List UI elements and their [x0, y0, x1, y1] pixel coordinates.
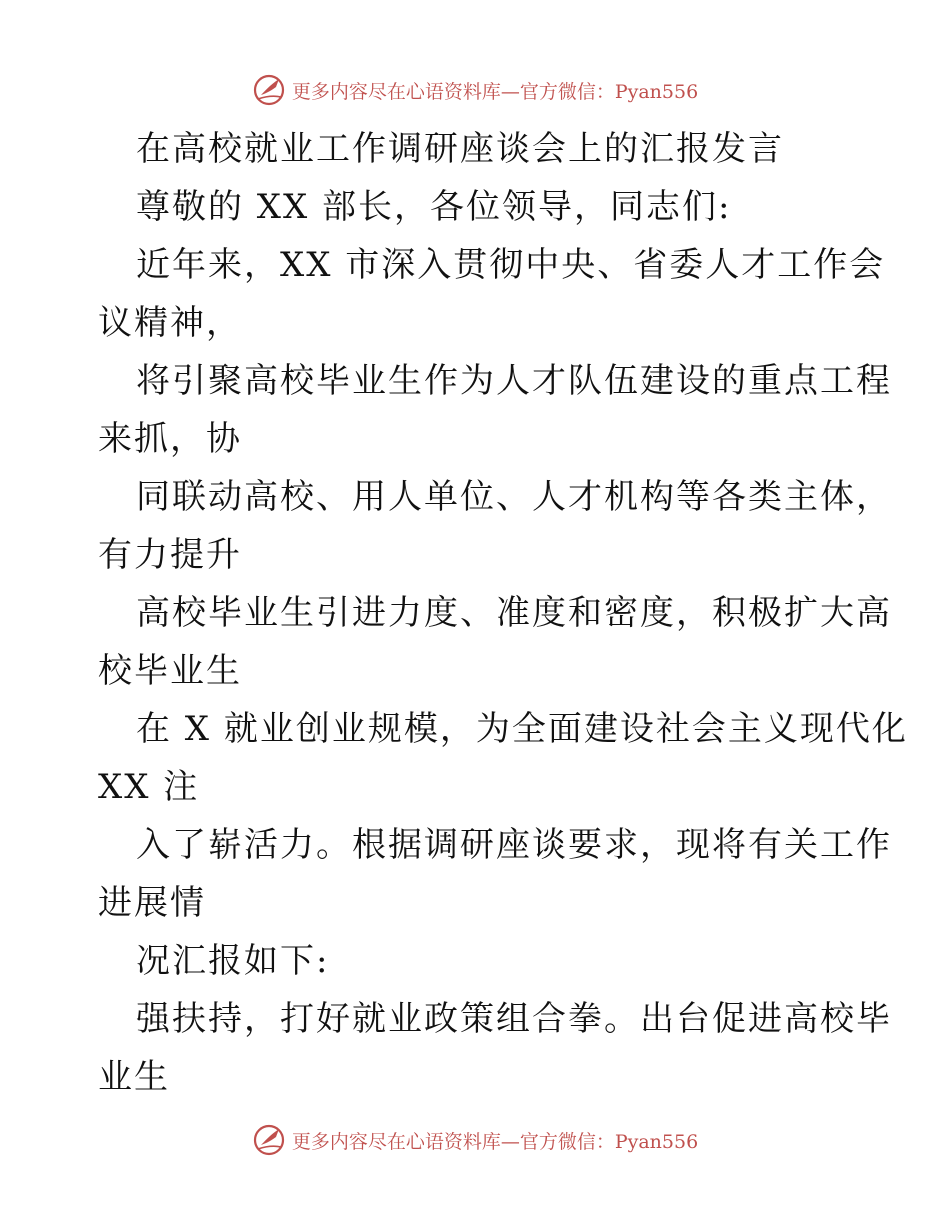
- document-line: 入了崭活力。根据调研座谈要求，现将有关工作: [136, 825, 892, 865]
- document-line: 同联动高校、用人单位、人才机构等各类主体，: [136, 477, 892, 517]
- document-line: 况汇报如下:: [136, 941, 330, 981]
- header-watermark-text: 更多内容尽在心语资料库—官方微信：Pyan556: [291, 80, 699, 103]
- header-watermark: [0, 70, 950, 110]
- document-line: 强扶持，打好就业政策组合拳。出台促进高校毕: [136, 999, 892, 1039]
- footer-watermark: [0, 1120, 950, 1160]
- pen-logo-icon: [252, 73, 286, 107]
- document-line: 议精神，: [98, 303, 242, 343]
- document-body: [98, 120, 908, 1106]
- document-line: 尊敬的 XX 部长，各位领导，同志们:: [136, 187, 732, 227]
- document-line: 业生: [98, 1057, 170, 1097]
- document-line: 来抓，协: [98, 419, 242, 459]
- pen-logo-icon: [252, 1123, 286, 1157]
- document-line: 有力提升: [98, 535, 242, 575]
- document-line: 将引聚高校毕业生作为人才队伍建设的重点工程: [136, 361, 892, 401]
- document-line: 高校毕业生引进力度、准度和密度，积极扩大高: [136, 593, 892, 633]
- document-line: 校毕业生: [98, 651, 242, 691]
- document-line: 近年来，XX 市深入贯彻中央、省委人才工作会: [136, 245, 886, 285]
- document-line: 进展情: [98, 883, 206, 923]
- document-line: 在 X 就业创业规模，为全面建设社会主义现代化: [136, 709, 908, 749]
- document-line: XX 注: [98, 767, 200, 807]
- footer-watermark-text: 更多内容尽在心语资料库—官方微信：Pyan556: [291, 1130, 699, 1153]
- document-line: 在高校就业工作调研座谈会上的汇报发言: [136, 129, 784, 169]
